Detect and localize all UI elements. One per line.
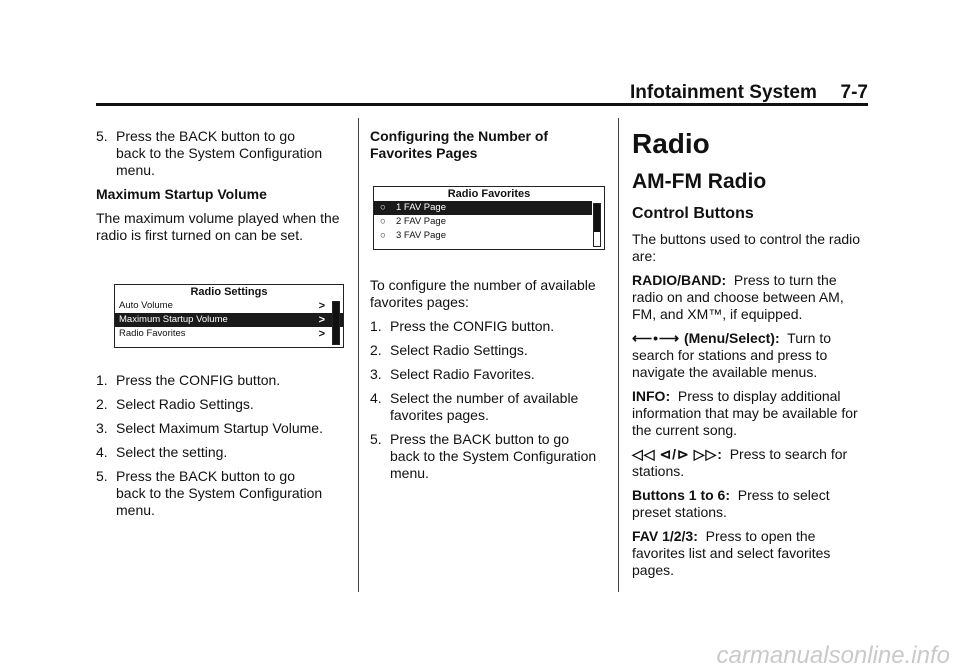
section-title: Infotainment System [630, 82, 817, 103]
radio-settings-screen [114, 284, 344, 348]
chevron-right-icon: > [318, 328, 325, 340]
list-item: 5. Press the BACK button to go back to the System Configuration menu. [96, 128, 323, 178]
menu-select-desc: ⟵•⟶ (Menu/Select): Turn to search for stations and press to navigate the available menus. [632, 330, 831, 380]
watermark: carmanualsonline.info [716, 642, 950, 669]
radio-band-desc: RADIO/BAND: Press to turn the radio on and choose between AM, FM, and XM™, if equipped. [632, 272, 844, 322]
left-steps [96, 372, 346, 526]
list-item: 4. Select the number of available favorites pages. [370, 390, 579, 423]
page-number: 7-7 [840, 82, 868, 103]
seek-forward-icon: ▷▷ [693, 446, 718, 462]
screen-title: Radio Favorites [447, 188, 531, 200]
radio-button-icon: ○ [380, 216, 386, 227]
list-item: 1. Press the CONFIG button. [370, 318, 555, 334]
radio-heading: Radio [632, 128, 710, 159]
info-desc: INFO: Press to display additional information that may be available for the current song. [632, 388, 858, 438]
radio-favorites-screen [373, 186, 605, 250]
scrollbar-thumb[interactable] [333, 302, 339, 344]
menu-item-auto-volume[interactable]: Auto Volume > [119, 300, 325, 312]
header-rule [96, 103, 868, 106]
middle-steps [370, 277, 610, 489]
middle-column [370, 128, 610, 169]
menu-item-2-fav-page[interactable]: ○ 2 FAV Page [380, 216, 446, 227]
left-column [96, 128, 346, 251]
menu-item-3-fav-page[interactable]: ○ 3 FAV Page [380, 230, 446, 241]
menu-item-1-fav-page[interactable]: ○ 1 FAV Page [374, 201, 592, 215]
radio-button-icon: ○ [380, 202, 386, 213]
list-item: 1. Press the CONFIG button. [96, 372, 281, 388]
chevron-right-icon: > [318, 300, 325, 312]
tune-icon: ⊲/⊳ [659, 446, 690, 462]
am-fm-heading: AM-FM Radio [632, 170, 767, 193]
menu-item-max-startup-volume[interactable]: Maximum Startup Volume > [115, 313, 343, 327]
radio-button-icon: ○ [380, 230, 386, 241]
seek-back-icon: ◁◁ [632, 446, 656, 462]
list-item: 2. Select Radio Settings. [370, 342, 528, 358]
menu-select-knob-icon: ⟵•⟶ [632, 330, 681, 346]
menu-item-radio-favorites[interactable]: Radio Favorites > [119, 328, 325, 340]
screen-title: Radio Settings [190, 286, 268, 298]
column-divider-right [618, 118, 619, 592]
seek-desc: ◁◁ ⊲/⊳ ▷▷: Press to search for stations. [632, 446, 848, 479]
list-item: 2. Select Radio Settings. [96, 396, 254, 412]
list-item: 3. Select Radio Favorites. [370, 366, 535, 382]
chevron-right-icon: > [318, 314, 325, 326]
column-divider-left [358, 118, 359, 592]
control-buttons-heading: Control Buttons [632, 205, 754, 222]
max-startup-heading: Maximum Startup Volume [96, 186, 267, 202]
scrollbar-thumb[interactable] [594, 204, 600, 232]
fav-desc: FAV 1/2/3: Press to open the favorites list and select favorites pages. [632, 528, 831, 578]
list-item: 5. Press the BACK button to go back to the System Configuration menu. [370, 431, 597, 481]
max-startup-paragraph: The maximum volume played when the radio is first turned on can be set. [96, 210, 340, 243]
list-item: 4. Select the setting. [96, 444, 228, 460]
list-item: 5. Press the BACK button to go back to the System Configuration menu. [96, 468, 323, 518]
favorites-pages-heading: Configuring the Number of Favorites Pages [370, 128, 549, 161]
right-column [632, 128, 868, 586]
buttons-desc: Buttons 1 to 6: Press to select preset stations. [632, 487, 830, 520]
scrollbar[interactable] [332, 301, 340, 345]
list-item: 3. Select Maximum Startup Volume. [96, 420, 323, 436]
favorites-intro: To configure the number of available favorites pages: [370, 277, 596, 310]
scrollbar[interactable] [593, 203, 601, 247]
intro-paragraph: The buttons used to control the radio are: [632, 231, 861, 264]
